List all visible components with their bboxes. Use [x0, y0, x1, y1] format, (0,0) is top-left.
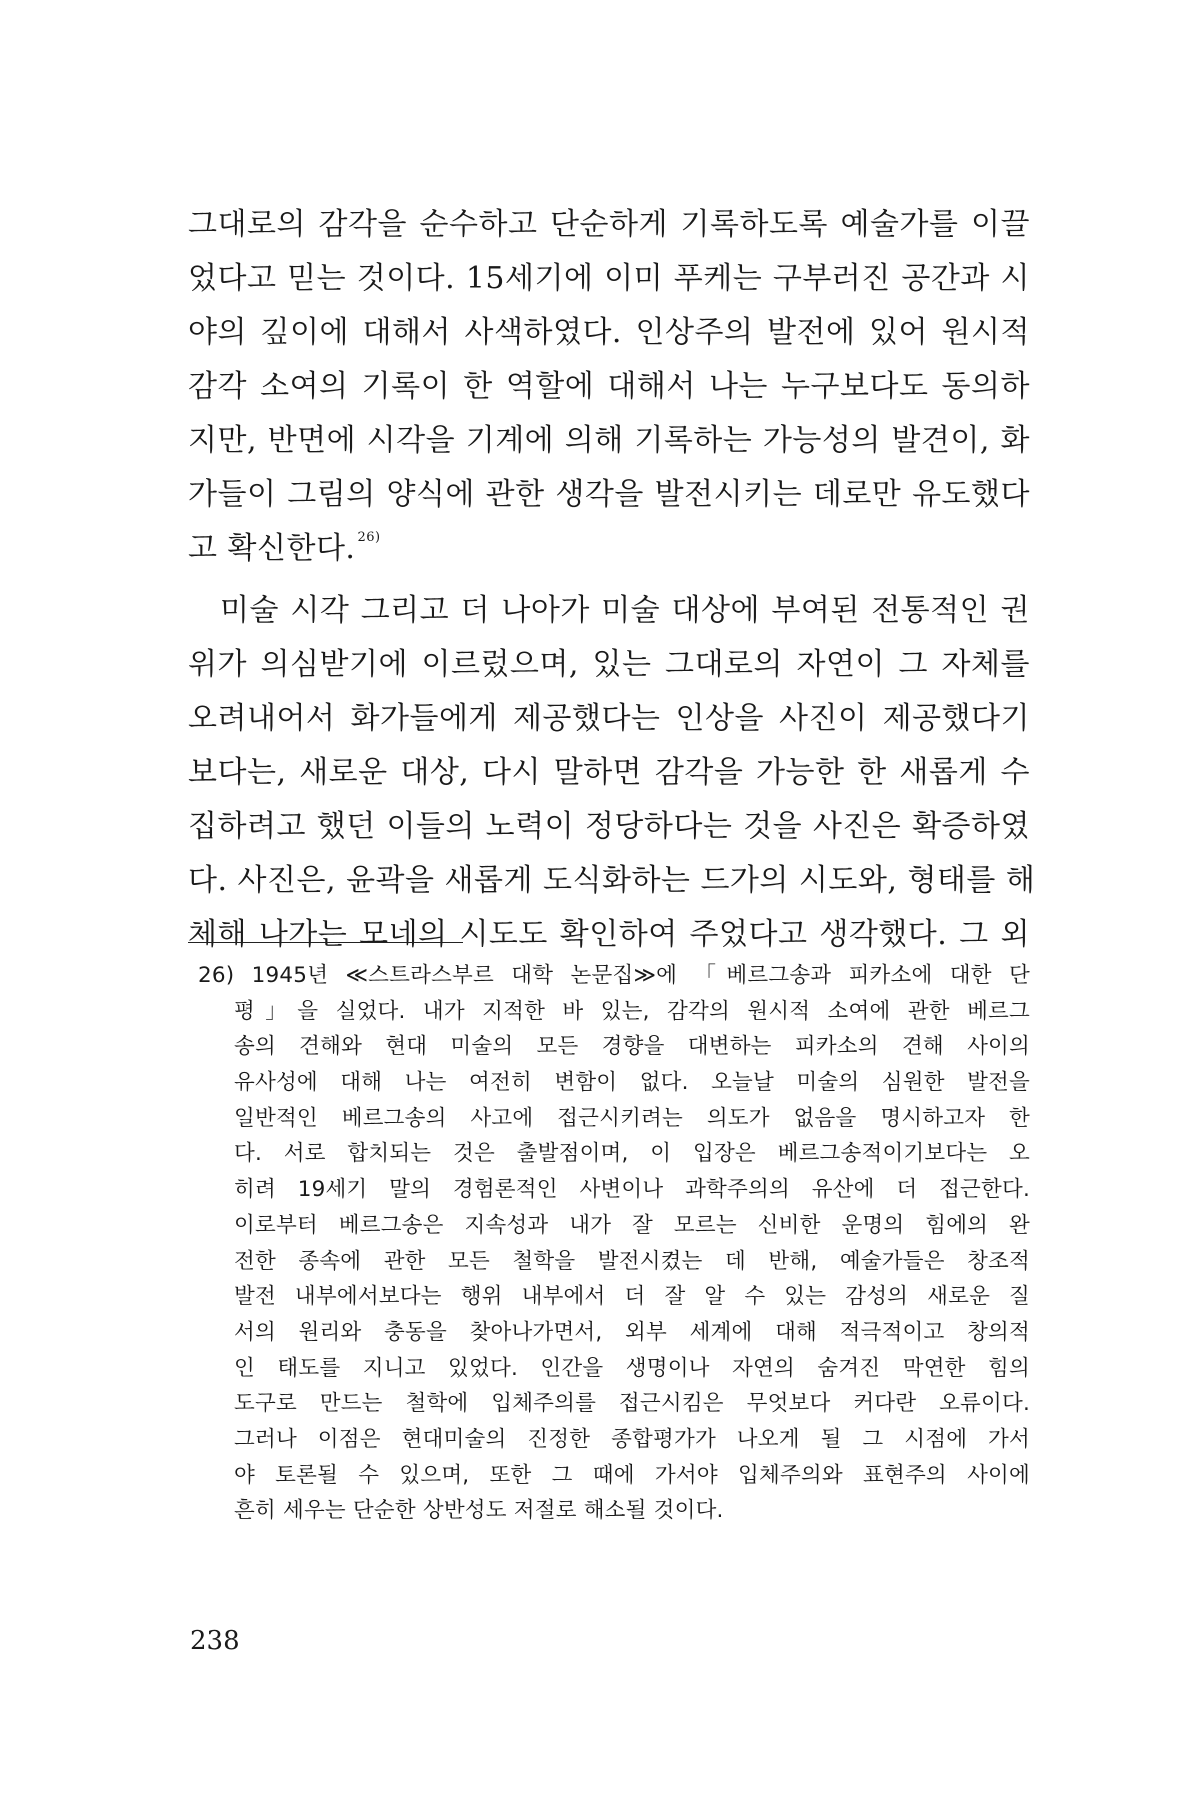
text-line: 보다는, 새로운 대상, 다시 말하면 감각을 가능한 한 새롭게 수 — [188, 755, 1030, 790]
footnote-line: 흔히 세우는 단순한 상반성도 저절로 해소될 것이다. — [234, 1498, 724, 1524]
text-line: 위가 의심받기에 이르렀으며, 있는 그대로의 자연이 그 자체를 — [188, 647, 1030, 682]
footnote-line: 이로부터 베르그송은 지속성과 내가 잘 모르는 신비한 운명의 힘에의 완 — [234, 1212, 1030, 1238]
footnote-line: 발전 내부에서보다는 행위 내부에서 더 잘 알 수 있는 감성의 새로운 질 — [234, 1284, 1030, 1310]
page-number: 238 — [190, 1626, 240, 1656]
paragraph-2 — [188, 584, 1036, 962]
footnote-line: 유사성에 대해 나는 여전히 변함이 없다. 오늘날 미술의 심원한 발전을 — [234, 1070, 1030, 1096]
footnote-line — [188, 958, 1030, 994]
text-line: 집하려고 했던 이들의 노력이 정당하다는 것을 사진은 확증하였 — [188, 809, 1030, 844]
footnote-line: 송의 견해와 현대 미술의 모든 경향을 대변하는 피카소의 견해 사이의 — [234, 1034, 1030, 1060]
body-text — [188, 198, 1036, 962]
footnote-line: 히려 19세기 말의 경험론적인 사변이나 과학주의의 유산에 더 접근한다. — [234, 1177, 1030, 1203]
text-line: 체해 나가는 모네의 시도도 확인하여 주었다고 생각했다. 그 외 — [188, 917, 1030, 952]
footnote-line: 야 토론될 수 있으며, 또한 그 때에 가서야 입체주의와 표현주의 사이에 — [234, 1462, 1030, 1488]
text-line: 었다고 믿는 것이다. 15세기에 이미 푸케는 구부러진 공간과 시 — [188, 261, 1030, 296]
footnote-line: 도구로 만드는 철학에 입체주의를 접근시킴은 무엇보다 커다란 오류이다. — [234, 1391, 1030, 1417]
footnote-number: 26) — [198, 963, 235, 988]
text-line: 오려내어서 화가들에게 제공했다는 인상을 사진이 제공했다기 — [188, 701, 1030, 736]
text-line-last — [188, 522, 1030, 576]
footnote-text: 1945년 ≪스트라스부르 대학 논문집≫에 「베르그송과 피카소에 대한 단 — [251, 963, 1030, 988]
footnote-line: 인 태도를 지니고 있었다. 인간을 생명이나 자연의 숨겨진 막연한 힘의 — [234, 1355, 1030, 1381]
text-line: 다. 사진은, 윤곽을 새롭게 도식화하는 드가의 시도와, 형태를 해 — [188, 863, 1036, 898]
text-line: 고 확신한다. — [188, 531, 356, 566]
footnote-line: 서의 원리와 충동을 찾아나가면서, 외부 세계에 대해 적극적이고 창의적 — [234, 1319, 1030, 1345]
text-line: 지만, 반면에 시각을 기계에 의해 기록하는 가능성의 발견이, 화 — [188, 423, 1030, 458]
footnote-divider — [188, 942, 463, 943]
text-line: 미술 시각 그리고 더 나아가 미술 대상에 부여된 전통적인 권 — [220, 593, 1030, 628]
footnote-26 — [188, 958, 1030, 1529]
text-line: 그대로의 감각을 순수하고 단순하게 기록하도록 예술가를 이끌 — [188, 207, 1030, 242]
text-line: 감각 소여의 기록이 한 역할에 대해서 나는 누구보다도 동의하 — [188, 369, 1030, 404]
footnote-line: 전한 종속에 관한 모든 철학을 발전시켰는 데 반해, 예술가들은 창조적 — [234, 1248, 1030, 1274]
text-line: 가들이 그림의 양식에 관한 생각을 발전시키는 데로만 유도했다 — [188, 477, 1030, 512]
footnote-line: 일반적인 베르그송의 사고에 접근시키려는 의도가 없음을 명시하고자 한 — [234, 1105, 1030, 1131]
text-line: 야의 깊이에 대해서 사색하였다. 인상주의 발전에 있어 원시적 — [188, 315, 1030, 350]
footnote-reference[interactable]: 26) — [357, 530, 381, 545]
paragraph-1 — [188, 198, 1030, 576]
footnote-line: 다. 서로 합치되는 것은 출발점이며, 이 입장은 베르그송적이기보다는 오 — [234, 1141, 1030, 1167]
footnote-line: 그러나 이점은 현대미술의 진정한 종합평가가 나오게 될 그 시점에 가서 — [234, 1426, 1030, 1452]
footnote-line: 평」을 실었다. 내가 지적한 바 있는, 감각의 원시적 소여에 관한 베르그 — [234, 998, 1030, 1024]
